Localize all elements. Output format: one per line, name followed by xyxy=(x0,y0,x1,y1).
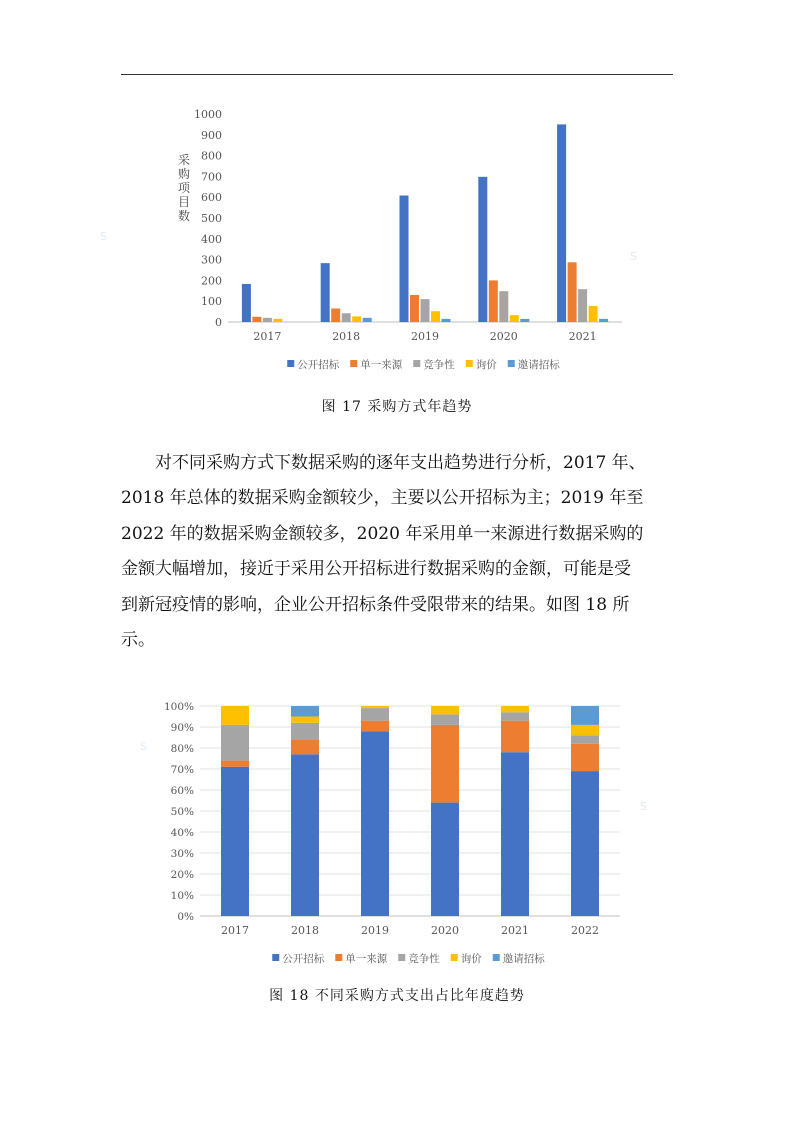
stacked-bar-segment xyxy=(291,740,319,755)
bar xyxy=(273,319,282,322)
figure-18-caption: 图 18 不同采购方式支出占比年度趋势 xyxy=(269,988,525,1004)
y-tick-label: 100 xyxy=(201,295,222,309)
y-tick-label: 60% xyxy=(170,785,194,797)
stacked-bar-segment xyxy=(431,714,459,725)
legend-swatch xyxy=(398,954,405,961)
legend-swatch xyxy=(413,360,420,367)
x-tick-label: 2020 xyxy=(489,330,518,343)
watermark-logo: S xyxy=(640,800,647,813)
watermark-logo: S xyxy=(630,250,637,263)
stacked-bar-segment xyxy=(501,721,529,753)
legend-swatch xyxy=(272,954,279,961)
stacked-bar-segment xyxy=(501,712,529,720)
y-tick-label: 70% xyxy=(170,764,194,776)
stacked-bar-segment xyxy=(221,767,249,916)
x-tick-label: 2021 xyxy=(501,924,529,937)
legend-label: 公开招标 xyxy=(282,953,325,965)
y-tick-label: 80% xyxy=(170,743,194,755)
legend-label: 公开招标 xyxy=(297,359,340,371)
y-tick-label: 1000 xyxy=(194,108,222,121)
bar xyxy=(589,306,598,322)
bar xyxy=(431,311,440,322)
legend-label: 单一来源 xyxy=(345,953,388,965)
legend-label: 邀请招标 xyxy=(502,953,545,965)
y-tick-label: 800 xyxy=(201,149,222,163)
bar xyxy=(499,291,508,322)
y-tick-label: 10% xyxy=(170,890,194,902)
bar xyxy=(352,316,361,322)
stacked-bar-segment xyxy=(571,771,599,916)
stacked-bar-segment xyxy=(431,725,459,803)
body-paragraph xyxy=(121,446,673,658)
bar xyxy=(263,318,272,322)
y-tick-label: 50% xyxy=(170,806,194,818)
x-tick-label: 2021 xyxy=(568,330,597,343)
figure-17-caption: 图 17 采购方式年趋势 xyxy=(321,399,473,415)
x-tick-label: 2019 xyxy=(361,924,389,937)
stacked-bar-segment xyxy=(571,725,599,736)
bar xyxy=(242,284,251,322)
legend-label: 单一来源 xyxy=(360,359,403,371)
paragraph-line: 2022 年的数据采购金额较多，2020 年采用单一来源进行数据采购的 xyxy=(121,523,644,544)
paragraph-line: 示。 xyxy=(121,630,155,651)
header-rule xyxy=(121,74,673,75)
x-tick-label: 2017 xyxy=(221,924,249,937)
y-tick-label: 500 xyxy=(201,212,222,225)
y-tick-label: 900 xyxy=(201,128,222,142)
stacked-bar-segment xyxy=(221,725,249,761)
bar xyxy=(421,299,430,322)
bar xyxy=(599,319,608,322)
y-tick-label: 200 xyxy=(201,274,222,288)
y-axis-label-char: 目 xyxy=(177,195,191,209)
y-tick-label: 600 xyxy=(201,191,222,205)
y-axis-label-char: 购 xyxy=(177,167,191,181)
watermark-logo: S xyxy=(100,230,107,243)
legend-swatch xyxy=(335,954,342,961)
stacked-bar-segment xyxy=(291,706,319,717)
y-tick-label: 100% xyxy=(163,701,194,713)
bar xyxy=(478,177,487,322)
paragraph-line: 到新冠疫情的影响，企业公开招标条件受限带来的结果。如图 18 所 xyxy=(121,594,630,615)
stacked-bar-segment xyxy=(571,706,599,725)
y-tick-label: 0% xyxy=(177,911,194,923)
legend-label: 竞争性 xyxy=(423,359,455,371)
y-tick-label: 300 xyxy=(201,253,222,267)
legend-label: 询价 xyxy=(475,359,497,371)
y-tick-label: 20% xyxy=(170,869,194,881)
y-tick-label: 700 xyxy=(201,170,222,184)
bar xyxy=(363,318,372,322)
watermark-logo: S xyxy=(140,740,147,753)
y-tick-label: 30% xyxy=(170,848,194,860)
figure-18-chart xyxy=(150,694,630,972)
x-tick-label: 2017 xyxy=(253,330,282,343)
stacked-bar-segment xyxy=(221,706,249,725)
legend-swatch xyxy=(493,954,500,961)
legend-label: 邀请招标 xyxy=(517,359,560,371)
legend-swatch xyxy=(508,360,515,367)
paragraph-line: 金额大幅增加，接近于采用公开招标进行数据采购的金额，可能是受 xyxy=(121,559,631,580)
legend-swatch xyxy=(350,360,357,367)
stacked-bar-segment xyxy=(431,706,459,714)
stacked-bar-segment xyxy=(361,708,389,721)
bar xyxy=(331,308,340,322)
bar xyxy=(557,124,566,322)
stacked-bar-segment xyxy=(291,754,319,916)
legend-label: 询价 xyxy=(460,953,482,965)
stacked-bar-segment xyxy=(361,721,389,732)
bar xyxy=(568,262,577,322)
stacked-bar-segment xyxy=(291,723,319,740)
bar xyxy=(400,196,409,322)
legend-swatch xyxy=(287,360,294,367)
x-tick-label: 2022 xyxy=(571,924,599,937)
stacked-bar-segment xyxy=(501,752,529,916)
bar xyxy=(410,295,419,322)
stacked-bar-segment xyxy=(361,731,389,916)
legend-swatch xyxy=(466,360,473,367)
bar xyxy=(342,313,351,322)
stacked-bar-segment xyxy=(221,761,249,767)
figure-17-chart xyxy=(160,100,630,382)
y-axis-label-char: 采 xyxy=(177,153,191,167)
bar xyxy=(578,289,587,322)
y-axis-label-char: 项 xyxy=(177,181,191,195)
x-tick-label: 2018 xyxy=(332,330,361,343)
stacked-bar-segment xyxy=(571,744,599,771)
x-tick-label: 2019 xyxy=(411,330,439,343)
paragraph-line: 2018 年总体的数据采购金额较少，主要以公开招标为主；2019 年至 xyxy=(121,488,644,509)
stacked-bar-segment xyxy=(291,717,319,723)
bar xyxy=(442,319,451,322)
paragraph-line: 对不同采购方式下数据采购的逐年支出趋势进行分析，2017 年、 xyxy=(155,453,646,473)
stacked-bar-segment xyxy=(571,735,599,743)
stacked-bar-segment xyxy=(361,706,389,708)
bar xyxy=(520,319,529,322)
x-tick-label: 2020 xyxy=(431,924,459,937)
y-tick-label: 0 xyxy=(215,316,222,329)
legend-label: 竞争性 xyxy=(408,953,440,965)
y-axis-label-char: 数 xyxy=(177,209,191,223)
stacked-bar-segment xyxy=(501,706,529,712)
legend-swatch xyxy=(451,954,458,961)
x-tick-label: 2018 xyxy=(291,924,319,937)
stacked-bar-segment xyxy=(431,803,459,916)
bar xyxy=(489,280,498,322)
bar xyxy=(252,317,261,322)
bar xyxy=(510,315,519,322)
bar xyxy=(321,263,330,322)
y-tick-label: 400 xyxy=(201,232,222,246)
y-tick-label: 90% xyxy=(170,722,194,734)
y-tick-label: 40% xyxy=(170,827,194,839)
